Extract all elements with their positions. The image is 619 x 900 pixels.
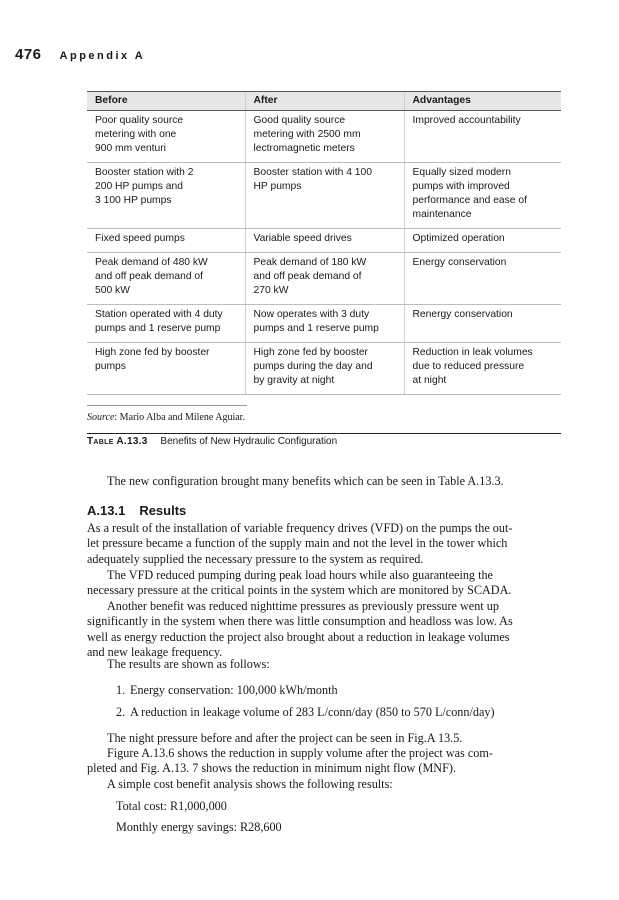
table-cell: Optimized operation — [404, 229, 561, 253]
caption-divider — [87, 433, 561, 434]
caption-text: Benefits of New Hydraulic Configuration — [160, 436, 338, 447]
paragraph-1: As a result of the installation of variable frequency drives (VFD) on the pumps the out- let pressure became a function of the supply main and not the level in the tower which adequately supplied the necessary pressure to the system as required. — [87, 521, 513, 566]
running-head: Appendix A — [59, 50, 146, 62]
column-header-before: Before — [87, 92, 245, 111]
table-cell: Reduction in leak volumes due to reduced pressure at night — [404, 343, 561, 395]
source-text: : Mario Alba and Milene Aguiar. — [114, 412, 245, 423]
paragraph-7: A simple cost benefit analysis shows the following results: — [107, 777, 393, 791]
column-header-advantages: Advantages — [404, 92, 561, 111]
paragraph-4: The results are shown as follows: — [107, 657, 270, 671]
table-caption — [87, 436, 337, 447]
table-row — [87, 163, 561, 229]
source-divider — [87, 405, 247, 406]
intro-paragraph: The new configuration brought many benefits which can be seen in Table A.13.3. — [107, 474, 504, 488]
table-cell: Fixed speed pumps — [87, 229, 245, 253]
caption-label: Table A.13.3 — [87, 436, 148, 447]
page-header — [15, 46, 145, 64]
table-cell: Booster station with 4 100 HP pumps — [245, 163, 404, 229]
list-item — [116, 705, 556, 720]
table-cell: Equally sized modern pumps with improved performance and ease of maintenance — [404, 163, 561, 229]
paragraph-5: The night pressure before and after the project can be seen in Fig.A 13.5. — [107, 731, 463, 745]
section-number: A.13.1 — [87, 503, 126, 518]
page-number: 476 — [15, 46, 42, 63]
table-cell: Poor quality source metering with one 900 mm venturi — [87, 111, 245, 163]
list-item — [116, 683, 556, 698]
table-row — [87, 253, 561, 305]
monthly-savings: Monthly energy savings: R28,600 — [116, 820, 282, 834]
source-label: Source — [87, 412, 115, 423]
paragraph-3: Another benefit was reduced nighttime pressures as previously pressure went up significantly in the system when there was little consumption and headloss was low. As well as energy reduction the project also brought about a reduction in leakage volumes and new leakage frequency. — [87, 599, 513, 660]
table-cell: Station operated with 4 duty pumps and 1 reserve pump — [87, 305, 245, 343]
table-cell: Renergy conservation — [404, 305, 561, 343]
column-header-after: After — [245, 92, 404, 111]
list-number: 2. — [116, 705, 126, 719]
table-cell: Variable speed drives — [245, 229, 404, 253]
paragraph-6: Figure A.13.6 shows the reduction in supply volume after the project was com- pleted and Fig. A.13. 7 shows the reduction in minimum night flow (MNF). — [87, 746, 493, 776]
table-header-row — [87, 92, 561, 111]
table-row — [87, 111, 561, 163]
table-cell: High zone fed by booster pumps — [87, 343, 245, 395]
table-row — [87, 343, 561, 395]
table-cell: High zone fed by booster pumps during the day and by gravity at night — [245, 343, 404, 395]
table-cell: Improved accountability — [404, 111, 561, 163]
section-heading — [87, 503, 186, 518]
table-cell: Energy conservation — [404, 253, 561, 305]
table-cell: Booster station with 2 200 HP pumps and 3 100 HP pumps — [87, 163, 245, 229]
table-cell: Peak demand of 180 kW and off peak demand of 270 kW — [245, 253, 404, 305]
benefits-table — [87, 91, 561, 395]
section-title: Results — [139, 503, 187, 518]
table-cell: Now operates with 3 duty pumps and 1 reserve pump — [245, 305, 404, 343]
table-cell: Good quality source metering with 2500 mm lectromagnetic meters — [245, 111, 404, 163]
paragraph-2: The VFD reduced pumping during peak load hours while also guaranteeing the necessary pressure at the critical points in the system which are monitored by SCADA. — [87, 568, 512, 598]
list-text: Energy conservation: 100,000 kWh/month — [130, 683, 338, 697]
table-cell: Peak demand of 480 kW and off peak demand of 500 kW — [87, 253, 245, 305]
list-text: A reduction in leakage volume of 283 L/conn/day (850 to 570 L/conn/day) — [130, 705, 495, 719]
total-cost: Total cost: R1,000,000 — [116, 799, 227, 813]
table-row — [87, 229, 561, 253]
table-source — [87, 412, 245, 423]
table-row — [87, 305, 561, 343]
list-number: 1. — [116, 683, 126, 697]
